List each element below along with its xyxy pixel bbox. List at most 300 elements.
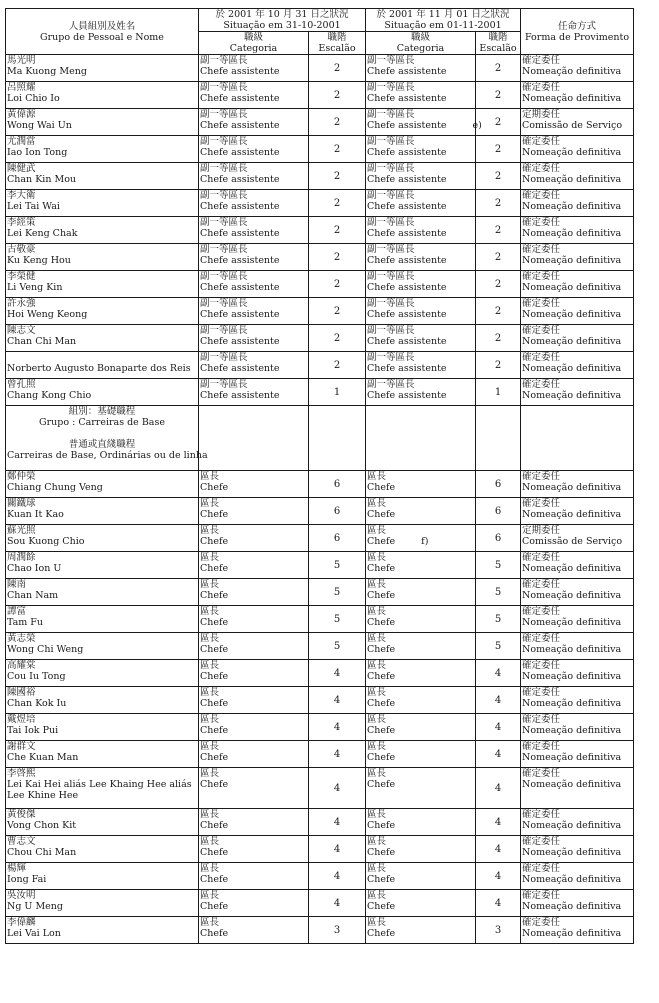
category-zh: 副一等區長	[200, 298, 248, 309]
category-zh: 區長	[200, 552, 220, 563]
category-cell-1	[199, 917, 309, 944]
category-zh: 區長	[200, 836, 220, 847]
form-cell	[521, 217, 634, 244]
escalao-cell-1: 5	[309, 633, 366, 660]
escalao-cell-1: 4	[309, 890, 366, 917]
person-name-zh: 曹志文	[7, 836, 36, 847]
category-cell-2	[366, 863, 476, 890]
form-cell	[521, 109, 634, 136]
escalao-cell-1: 4	[309, 741, 366, 768]
table-row	[6, 809, 634, 836]
header-form	[521, 9, 634, 55]
escalao-cell-2: 4	[476, 809, 521, 836]
category-zh: 副一等區長	[367, 298, 415, 309]
person-name-pt: Sou Kuong Chio	[7, 536, 85, 547]
escalao-cell-1: 4	[309, 768, 366, 809]
table-row	[6, 552, 634, 579]
category-zh: 區長	[200, 809, 220, 820]
person-name-zh: 周潤餘	[7, 552, 36, 563]
header-category-2	[366, 32, 476, 55]
category-zh: 副一等區長	[367, 271, 415, 282]
form-pt: Nomeação definitiva	[522, 390, 622, 401]
escalao-cell-1: 2	[309, 352, 366, 379]
category-zh: 區長	[200, 714, 220, 725]
escalao-cell-2: 4	[476, 714, 521, 741]
form-cell	[521, 298, 634, 325]
person-name-zh: 譚富	[7, 606, 27, 617]
name-cell	[6, 82, 199, 109]
person-name-zh: 謝群文	[7, 741, 36, 752]
header-name-pt: Grupo de Pessoal e Nome	[40, 31, 164, 43]
footnote-marker: e)	[472, 120, 482, 131]
form-pt: Nomeação definitiva	[522, 93, 622, 104]
category-pt: Chefe assistente	[200, 390, 280, 401]
category-cell-1	[199, 298, 309, 325]
form-pt: Nomeação definitiva	[522, 509, 622, 520]
form-cell	[521, 136, 634, 163]
table-row	[6, 379, 634, 406]
category-pt: Chefe assistente	[200, 255, 280, 266]
escalao-cell-2: 6	[476, 525, 521, 552]
category-cell-1	[199, 606, 309, 633]
category-pt: Chefe	[367, 874, 396, 885]
category-pt: Chefe	[367, 725, 396, 736]
category-cell-2	[366, 552, 476, 579]
category-zh: 區長	[200, 917, 220, 928]
category-cell-2	[366, 325, 476, 352]
form-cell	[521, 809, 634, 836]
form-zh: 確定委任	[522, 863, 561, 874]
person-name-zh: 李經策	[7, 217, 36, 228]
category-cell-2	[366, 606, 476, 633]
form-zh: 確定委任	[522, 768, 561, 779]
table-row	[6, 244, 634, 271]
form-zh: 確定委任	[522, 244, 561, 255]
category-pt: Chefe	[367, 590, 396, 601]
escalao-cell-2: 4	[476, 741, 521, 768]
person-name-pt: Ma Kuong Meng	[7, 66, 87, 77]
group-title-zh: 組別：基礎職程	[68, 406, 136, 417]
escalao-cell-1: 2	[309, 55, 366, 82]
form-zh: 確定委任	[522, 741, 561, 752]
group-title-pt: Grupo : Carreiras de Base	[39, 417, 165, 428]
person-name-zh: 曾孔照	[7, 379, 36, 390]
escalao-cell-2: 4	[476, 660, 521, 687]
form-zh: 確定委任	[522, 579, 561, 590]
category-zh: 區長	[367, 890, 387, 901]
form-zh: 確定委任	[522, 271, 561, 282]
person-name-pt: Loi Chio Io	[7, 93, 60, 104]
category-zh: 副一等區長	[367, 55, 415, 66]
escalao-cell-2: 2	[476, 55, 521, 82]
table-row	[6, 890, 634, 917]
escalao-cell-2: 2	[476, 325, 521, 352]
category-zh: 區長	[367, 863, 387, 874]
category-cell-1	[199, 809, 309, 836]
escalao-cell-1: 5	[309, 552, 366, 579]
group-heading	[6, 406, 208, 471]
category-zh: 區長	[200, 660, 220, 671]
escalao-cell-2: 5	[476, 552, 521, 579]
category-zh: 副一等區長	[200, 163, 248, 174]
escalao-cell-1: 4	[309, 836, 366, 863]
category-zh: 副一等區長	[367, 163, 415, 174]
escalao-cell-2: 4	[476, 890, 521, 917]
category-pt: Chefe	[367, 671, 396, 682]
person-name-zh: 李大衛	[7, 190, 36, 201]
category-pt: Chefe	[367, 644, 396, 655]
person-name-zh: 高耀棠	[7, 660, 36, 671]
table-row	[6, 298, 634, 325]
form-zh: 確定委任	[522, 498, 561, 509]
escalao-cell-1: 6	[309, 471, 366, 498]
name-cell	[6, 809, 199, 836]
escalao-cell-1: 2	[309, 217, 366, 244]
form-pt: Nomeação definitiva	[522, 698, 622, 709]
category-pt: Chefe	[200, 671, 229, 682]
form-pt: Nomeação definitiva	[522, 644, 622, 655]
footnote-marker: f)	[421, 536, 429, 547]
name-cell	[6, 498, 199, 525]
category-pt: Chefe	[200, 644, 229, 655]
category-zh: 副一等區長	[200, 244, 248, 255]
form-pt: Nomeação definitiva	[522, 671, 622, 682]
category-pt: Chefe	[200, 563, 229, 574]
escalao-cell-2: 6	[476, 498, 521, 525]
escalao-cell-2: 2	[476, 109, 521, 136]
name-cell	[6, 325, 199, 352]
form-cell	[521, 271, 634, 298]
category-cell-2	[366, 633, 476, 660]
form-zh: 確定委任	[522, 660, 561, 671]
table-row	[6, 525, 634, 552]
group-heading-row	[6, 406, 634, 471]
form-zh: 確定委任	[522, 633, 561, 644]
category-zh: 區長	[367, 606, 387, 617]
category-cell-2	[366, 271, 476, 298]
escalao-cell-1: 2	[309, 271, 366, 298]
form-pt: Nomeação definitiva	[522, 66, 622, 77]
category-zh: 副一等區長	[367, 352, 415, 363]
table-row	[6, 352, 634, 379]
form-cell	[521, 714, 634, 741]
category-pt: Chefe	[200, 590, 229, 601]
escalao-cell-1: 4	[309, 863, 366, 890]
form-zh: 確定委任	[522, 471, 561, 482]
category-cell-1	[199, 498, 309, 525]
category-zh: 區長	[367, 525, 387, 536]
person-name-pt: Vong Chon Kit	[7, 820, 77, 831]
category-zh: 區長	[367, 687, 387, 698]
header-esc2-pt: Escalão	[479, 43, 517, 54]
person-name-zh: 黃志榮	[7, 633, 36, 644]
form-cell	[521, 379, 634, 406]
header-name	[6, 9, 199, 55]
form-pt: Nomeação definitiva	[522, 336, 622, 347]
person-name-pt: Chan Nam	[7, 590, 59, 601]
table-row	[6, 714, 634, 741]
person-name-zh: 陳南	[7, 579, 27, 590]
category-cell-1	[199, 741, 309, 768]
table-row	[6, 136, 634, 163]
category-pt: Chefe	[200, 779, 229, 790]
person-name-pt: Ng U Meng	[7, 901, 63, 912]
table-row	[6, 190, 634, 217]
group-heading-section	[6, 406, 634, 471]
table-row	[6, 82, 634, 109]
name-cell	[6, 633, 199, 660]
header-sit2-zh: 於 2001 年 11 月 01 日之狀況	[376, 9, 510, 20]
escalao-cell-2: 2	[476, 217, 521, 244]
category-cell-2	[366, 379, 476, 406]
category-zh: 區長	[367, 714, 387, 725]
category-cell-2	[366, 352, 476, 379]
escalao-cell-1: 5	[309, 606, 366, 633]
form-pt: Nomeação definitiva	[522, 174, 622, 185]
category-cell-1	[199, 217, 309, 244]
category-pt: Chefe assistente	[367, 363, 447, 374]
table-row	[6, 917, 634, 944]
person-name-zh: 古敬豪	[7, 244, 36, 255]
escalao-cell-2: 2	[476, 190, 521, 217]
table-row	[6, 163, 634, 190]
category-zh: 區長	[367, 471, 387, 482]
person-name-pt-cont: Lee Khine Hee	[7, 790, 79, 801]
table-row	[6, 687, 634, 714]
person-name-pt: Tai Iok Pui	[7, 725, 59, 736]
category-cell-2	[366, 917, 476, 944]
person-name-zh: 關鐵球	[7, 498, 36, 509]
name-cell	[6, 525, 199, 552]
table-row	[6, 55, 634, 82]
person-name-pt: Wong Wai Un	[7, 120, 72, 131]
form-zh: 確定委任	[522, 82, 561, 93]
table-header	[6, 9, 634, 55]
escalao-cell-1: 2	[309, 325, 366, 352]
person-name-zh: 黃偉源	[7, 109, 36, 120]
category-zh: 副一等區長	[367, 82, 415, 93]
person-name-pt: Lei Kai Hei aliás Lee Khaing Hee aliás	[7, 779, 192, 790]
category-zh: 區長	[200, 525, 220, 536]
header-cat1-pt: Categoria	[229, 43, 278, 54]
form-pt: Nomeação definitiva	[522, 847, 622, 858]
category-cell-1	[199, 579, 309, 606]
form-pt: Nomeação definitiva	[522, 482, 622, 493]
form-cell	[521, 890, 634, 917]
category-cell-1	[199, 768, 309, 809]
escalao-cell-2: 3	[476, 917, 521, 944]
escalao-cell-1: 3	[309, 917, 366, 944]
category-zh: 副一等區長	[367, 325, 415, 336]
person-name-pt: Che Kuan Man	[7, 752, 79, 763]
category-zh: 副一等區長	[367, 244, 415, 255]
form-pt: Nomeação definitiva	[522, 874, 622, 885]
category-zh: 區長	[200, 498, 220, 509]
name-cell	[6, 163, 199, 190]
escalao-cell-2: 2	[476, 352, 521, 379]
header-sit1-zh: 於 2001 年 10 月 31 日之狀況	[215, 9, 349, 20]
category-pt: Chefe assistente	[367, 282, 447, 293]
category-pt: Chefe	[200, 725, 229, 736]
category-pt: Chefe assistente	[367, 147, 447, 158]
category-cell-1	[199, 890, 309, 917]
form-cell	[521, 190, 634, 217]
category-cell-2	[366, 82, 476, 109]
form-pt: Nomeação definitiva	[522, 363, 622, 374]
form-cell	[521, 55, 634, 82]
category-cell-2	[366, 579, 476, 606]
person-name-zh: 黃俊傑	[7, 809, 36, 820]
form-pt: Nomeação definitiva	[522, 282, 622, 293]
category-cell-2	[366, 687, 476, 714]
name-cell	[6, 271, 199, 298]
form-zh: 定期委任	[522, 525, 561, 536]
category-zh: 區長	[367, 660, 387, 671]
form-zh: 確定委任	[522, 55, 561, 66]
form-pt: Nomeação definitiva	[522, 147, 622, 158]
category-zh: 區長	[367, 809, 387, 820]
table-row	[6, 741, 634, 768]
category-cell-2	[366, 660, 476, 687]
category-pt: Chefe	[200, 901, 229, 912]
category-pt: Chefe	[200, 698, 229, 709]
category-zh: 副一等區長	[367, 190, 415, 201]
person-name-pt: Norberto Augusto Bonaparte dos Reis	[7, 363, 191, 374]
person-name-pt: Lei Keng Chak	[7, 228, 78, 239]
form-zh: 確定委任	[522, 352, 561, 363]
form-zh: 確定委任	[522, 298, 561, 309]
category-zh: 區長	[200, 633, 220, 644]
category-zh: 區長	[200, 606, 220, 617]
escalao-cell-1: 1	[309, 379, 366, 406]
category-cell-2	[366, 890, 476, 917]
category-cell-1	[199, 660, 309, 687]
person-name-pt: Li Veng Kin	[7, 282, 63, 293]
form-cell	[521, 163, 634, 190]
category-pt: Chefe	[367, 847, 396, 858]
form-cell	[521, 244, 634, 271]
header-form-pt: Forma de Provimento	[524, 31, 630, 43]
category-pt: Chefe	[200, 617, 229, 628]
name-cell	[6, 109, 199, 136]
form-cell	[521, 768, 634, 809]
form-cell	[521, 498, 634, 525]
category-cell-1	[199, 190, 309, 217]
header-cat2-zh: 職級	[411, 32, 431, 43]
category-zh: 區長	[367, 836, 387, 847]
category-pt: Chefe	[200, 820, 229, 831]
category-cell-1	[199, 687, 309, 714]
category-cell-1	[199, 633, 309, 660]
escalao-cell-2: 2	[476, 136, 521, 163]
escalao-cell-1: 6	[309, 525, 366, 552]
category-cell-2	[366, 217, 476, 244]
name-cell	[6, 552, 199, 579]
category-cell-2	[366, 741, 476, 768]
person-name-zh: 馬光明	[7, 55, 36, 66]
form-cell	[521, 863, 634, 890]
category-pt: Chefe	[367, 901, 396, 912]
form-zh: 確定委任	[522, 552, 561, 563]
category-pt: Chefe assistente	[200, 228, 280, 239]
person-name-zh: 尤潤當	[7, 136, 36, 147]
category-pt: Chefe assistente	[367, 390, 447, 401]
name-cell	[6, 217, 199, 244]
header-form-zh: 任命方式	[558, 20, 597, 32]
group-subtitle-pt: Carreiras de Base, Ordinárias ou de linha	[7, 450, 208, 461]
category-cell-2	[366, 55, 476, 82]
category-zh: 副一等區長	[200, 325, 248, 336]
category-pt: Chefe assistente	[200, 120, 280, 131]
table-row	[6, 498, 634, 525]
category-pt: Chefe assistente	[200, 201, 280, 212]
escalao-cell-2: 2	[476, 82, 521, 109]
category-cell-2	[366, 109, 482, 136]
category-pt: Chefe assistente	[200, 282, 280, 293]
category-cell-1	[199, 325, 309, 352]
escalao-cell-1: 4	[309, 687, 366, 714]
escalao-cell-1: 6	[309, 498, 366, 525]
name-cell	[6, 687, 199, 714]
category-zh: 區長	[200, 579, 220, 590]
table-row	[6, 633, 634, 660]
person-name-pt: Tam Fu	[7, 617, 44, 628]
form-zh: 確定委任	[522, 890, 561, 901]
person-name-pt: Chiang Chung Veng	[7, 482, 103, 493]
person-name-zh: 許永強	[7, 298, 36, 309]
form-cell	[521, 579, 634, 606]
name-cell	[6, 890, 199, 917]
category-pt: Chefe assistente	[367, 174, 447, 185]
form-cell	[521, 82, 634, 109]
category-zh: 區長	[367, 917, 387, 928]
category-zh: 區長	[200, 890, 220, 901]
category-cell-1	[199, 163, 309, 190]
header-esc2-zh: 職階	[488, 32, 508, 43]
person-name-pt: Chang Kong Chio	[7, 390, 92, 401]
category-pt: Chefe assistente	[200, 336, 280, 347]
category-zh: 副一等區長	[200, 217, 248, 228]
escalao-cell-1: 2	[309, 244, 366, 271]
header-name-zh: 人員組別及姓名	[68, 20, 136, 32]
category-zh: 副一等區長	[367, 217, 415, 228]
category-zh: 區長	[200, 768, 220, 779]
escalao-cell-2: 5	[476, 633, 521, 660]
table-row	[6, 325, 634, 352]
escalao-cell-1: 2	[309, 109, 366, 136]
header-cat2-pt: Categoria	[396, 43, 445, 54]
assistant-chiefs-section	[6, 55, 634, 406]
category-cell-2	[366, 163, 476, 190]
category-pt: Chefe assistente	[367, 255, 447, 266]
person-name-zh: 陳志文	[7, 325, 36, 336]
name-cell	[6, 298, 199, 325]
category-pt: Chefe assistente	[200, 66, 280, 77]
form-pt: Nomeação definitiva	[522, 901, 622, 912]
form-pt: Comissão de Serviço	[522, 120, 623, 131]
escalao-cell-1: 4	[309, 809, 366, 836]
category-zh: 區長	[200, 863, 220, 874]
category-cell-2	[366, 714, 476, 741]
form-cell	[521, 687, 634, 714]
form-zh: 確定委任	[522, 809, 561, 820]
table-row	[6, 836, 634, 863]
form-pt: Nomeação definitiva	[522, 201, 622, 212]
category-pt: Chefe	[200, 874, 229, 885]
name-cell	[6, 917, 199, 944]
escalao-cell-2: 4	[476, 836, 521, 863]
name-cell	[6, 741, 199, 768]
